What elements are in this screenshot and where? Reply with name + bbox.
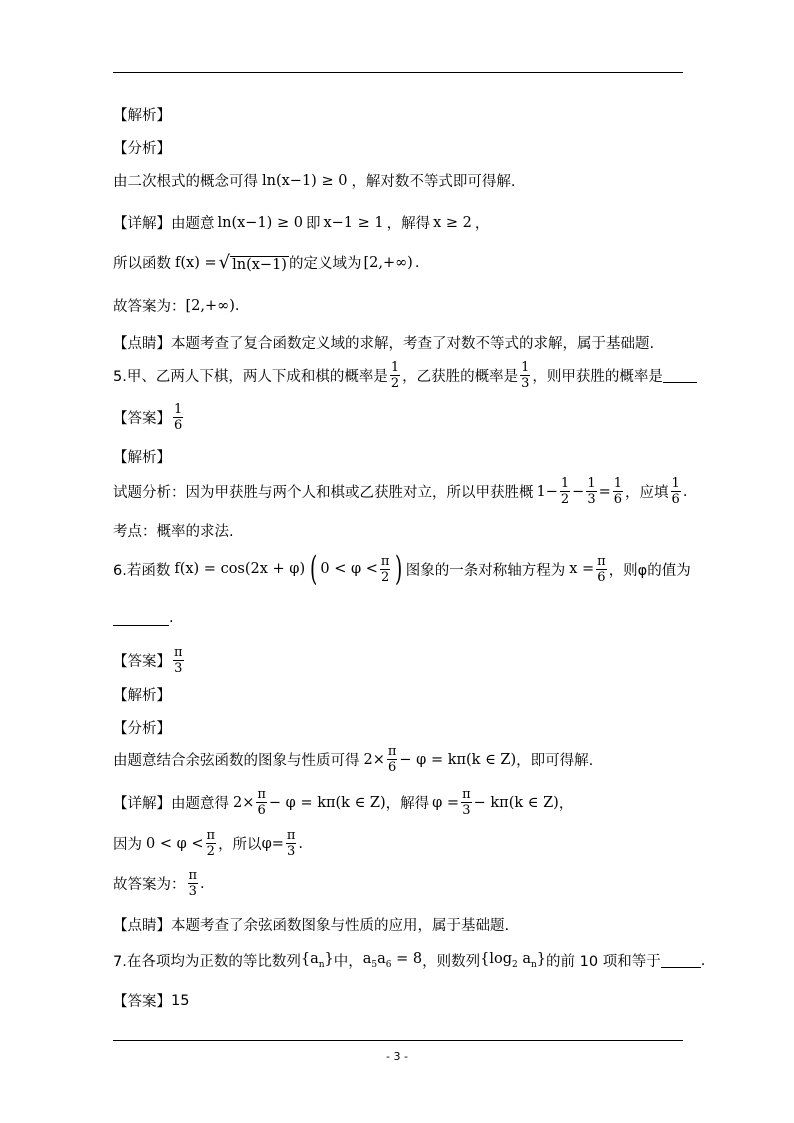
text: 因为 [113,837,142,853]
numerator: 1 [560,476,570,491]
answer-blank [663,368,697,383]
text: ，解得 [385,796,430,812]
label-text: 【答案】 [113,654,171,670]
math-text: } [536,951,547,968]
fraction [586,476,596,507]
math-text: a [362,951,372,968]
text: . [414,254,420,271]
product-expr [363,951,422,970]
text: ， [558,796,574,812]
numerator: π [188,868,198,883]
numerator: 1 [390,360,400,375]
math-expr: 0 < φ < [320,561,378,577]
text: 6.若函数 [113,562,171,579]
fraction [596,554,607,585]
fraction [613,476,623,507]
math-text: } [324,951,334,968]
label-text: 【分析】 [113,721,171,737]
fraction [380,554,391,585]
radicand: ln(x−1) [232,257,287,273]
page-number: - 3 - [386,1050,408,1063]
math-expr: x−1 ≥ 1 [323,214,384,231]
text: . [700,952,706,969]
answer-blank [113,611,169,626]
denominator: 2 [560,492,570,507]
text: 由二次根式的概念可得 [113,174,258,190]
text: ，解对数不等式即可得解. [351,174,516,190]
math-expr: x = [569,561,595,577]
text: ，即可得解. [516,753,594,769]
detail-q6 [113,787,573,818]
math-expr: φ= [261,835,284,852]
label-text: 【答案】 [113,411,171,427]
text: 的定义域为 [288,256,362,272]
math-expr: f(x) = cos(2x + φ) [174,561,306,577]
fraction [461,787,472,818]
label-text: 【解析】 [113,688,171,704]
text: . [169,610,174,626]
text: 由题意得 [171,796,229,812]
math-expr: f(x) = [175,254,217,271]
numerator: π [286,828,296,843]
text: 的前 10 项和等于 [546,954,661,970]
question-5 [113,360,697,391]
answer-text-q4 [113,295,240,316]
fraction [206,828,217,859]
answer-text-q6 [113,868,205,899]
sqrt-expr [219,252,289,273]
right-paren: ) [395,549,403,589]
text: 本题考查了复合函数定义域的求解，考查了对数不等式的求解，属于基础题. [171,336,655,352]
label-text: 【答案】 [113,994,171,1010]
denominator: 3 [287,844,296,859]
text: ，则甲获胜的概率是 [532,369,663,385]
comment-q6 [113,914,509,935]
radical-sign-icon: √ [218,252,231,273]
math-expr: φ = [432,794,460,811]
label-text: 【解析】 [113,108,171,124]
text: ，则φ的值为 [608,562,691,579]
math-expr: 1− [536,483,558,500]
math-expr: [2,+∞) [185,297,235,314]
math-text: a [377,951,386,968]
math-expr: ln(x−1) ≥ 0 [217,214,303,231]
text: 即 [305,216,321,232]
text: 15 [171,992,190,1009]
denominator: 6 [597,569,606,585]
section-label-fenxi [113,137,171,158]
blank-q6 [113,610,174,626]
fraction [173,645,184,676]
math-expr: − kπ(k ∈ Z) [473,794,559,811]
text: 本题考查了余弦函数图象与性质的应用，属于基础题. [171,918,510,934]
question-6 [113,549,691,589]
denominator: 6 [174,418,183,433]
math-text: = 8 [391,951,423,968]
text: . [682,483,688,500]
denominator: 3 [587,492,596,507]
denominator: 2 [206,844,215,859]
answer-q6 [113,645,186,676]
sequence-expr [301,951,334,970]
fraction [387,744,398,775]
subscript: 6 [385,959,392,970]
numerator: π [597,553,606,569]
left-paren: ( [310,549,318,589]
text: . [200,875,205,892]
fraction [390,360,400,391]
label-text: 【详解】 [113,216,171,232]
analysis-q5 [113,476,687,507]
text: 中， [333,954,363,970]
numerator: π [206,828,216,843]
footer-rule [113,1040,683,1041]
math-text: a [517,951,531,968]
math-expr: ln(x−1) ≥ 0 [262,172,348,189]
section-label-analysis [113,446,171,467]
math-expr: − φ = kπ(k ∈ Z) [268,794,386,811]
numerator: π [387,744,397,759]
math-expr: − [572,483,585,500]
question-7 [113,950,705,971]
answer-blank [661,953,701,968]
analysis-q6 [113,744,593,775]
fraction [560,476,570,507]
numerator: π [257,787,266,802]
text: ，应填 [625,485,669,501]
log-sequence-expr [480,951,546,970]
section-label-analysis [113,684,171,705]
text: 所以函数 [113,256,171,272]
numerator: 1 [587,476,596,491]
range-q6 [113,828,303,859]
subscript: n [531,959,537,970]
numerator: 1 [671,476,680,491]
denominator: 6 [671,492,680,507]
denominator: 3 [462,803,471,818]
text: 考点：概率的求法. [113,524,234,540]
denominator: 3 [174,661,183,676]
text: ， [474,216,490,232]
header-rule [113,72,683,73]
denominator: 3 [521,376,530,391]
math-text: {log [480,951,512,968]
text: 图象的一条对称轴方程为 [405,562,566,579]
fraction [286,828,297,859]
answer-q5 [113,402,185,433]
math-expr: [2,+∞) [363,254,413,271]
section-label-fenxi [113,717,171,738]
detail-text-q4 [113,212,489,233]
numerator: 1 [613,476,623,491]
math-expr: 2× [363,751,385,768]
text: ，则数列 [422,954,481,970]
math-text: {a [300,951,319,968]
text: 由题意结合余弦函数的图象与性质可得 [113,753,360,769]
label-text: 【详解】 [113,796,171,812]
numerator: 1 [174,402,183,417]
section-label-analysis [113,104,171,125]
math-expr: 2× [233,794,255,811]
text: 故答案为： [113,299,186,315]
denominator: 2 [390,376,400,391]
text: 由题意 [171,216,215,232]
text: 7.在各项均为正数的等比数列 [113,954,301,970]
topic-q5 [113,520,234,541]
text: 试题分析：因为甲获胜与两个人和棋或乙获胜对立，所以甲获胜概 [113,485,534,501]
fraction [671,476,681,507]
fraction [256,787,267,818]
denominator: 3 [188,884,197,899]
label-text: 【分析】 [113,141,171,157]
label-text: 【解析】 [113,450,171,466]
fraction [188,868,199,899]
label-text: 【点睛】 [113,918,171,934]
numerator: π [380,553,390,569]
text: ，乙获胜的概率是 [402,369,519,385]
text: 故答案为： [113,877,186,893]
subscript: n [318,959,325,970]
answer-q7 [113,990,189,1011]
denominator: 2 [381,569,390,585]
text: . [234,297,240,314]
subscript: 2 [512,959,518,970]
text: . [298,835,304,852]
math-expr: = [598,483,611,500]
numerator: π [462,787,471,802]
text: ，所以 [218,837,262,853]
math-expr: − φ = kπ(k ∈ Z) [399,751,517,768]
fraction [173,402,183,433]
numerator: π [174,645,183,660]
denominator: 6 [257,803,266,818]
text: 5.甲、乙两人下棋，两人下成和棋的概率是 [113,369,388,385]
numerator: 1 [521,360,530,375]
analysis-text-q4 [113,170,516,191]
fraction [520,360,530,391]
math-expr: x ≥ 2 [433,214,472,231]
denominator: 6 [613,492,623,507]
text: ，解得 [386,216,431,232]
domain-text-q4 [113,252,419,273]
label-text: 【点睛】 [113,336,171,352]
comment-q4 [113,332,654,353]
subscript: 5 [371,959,378,970]
math-expr: 0 < φ < [146,835,204,852]
denominator: 6 [388,760,397,775]
